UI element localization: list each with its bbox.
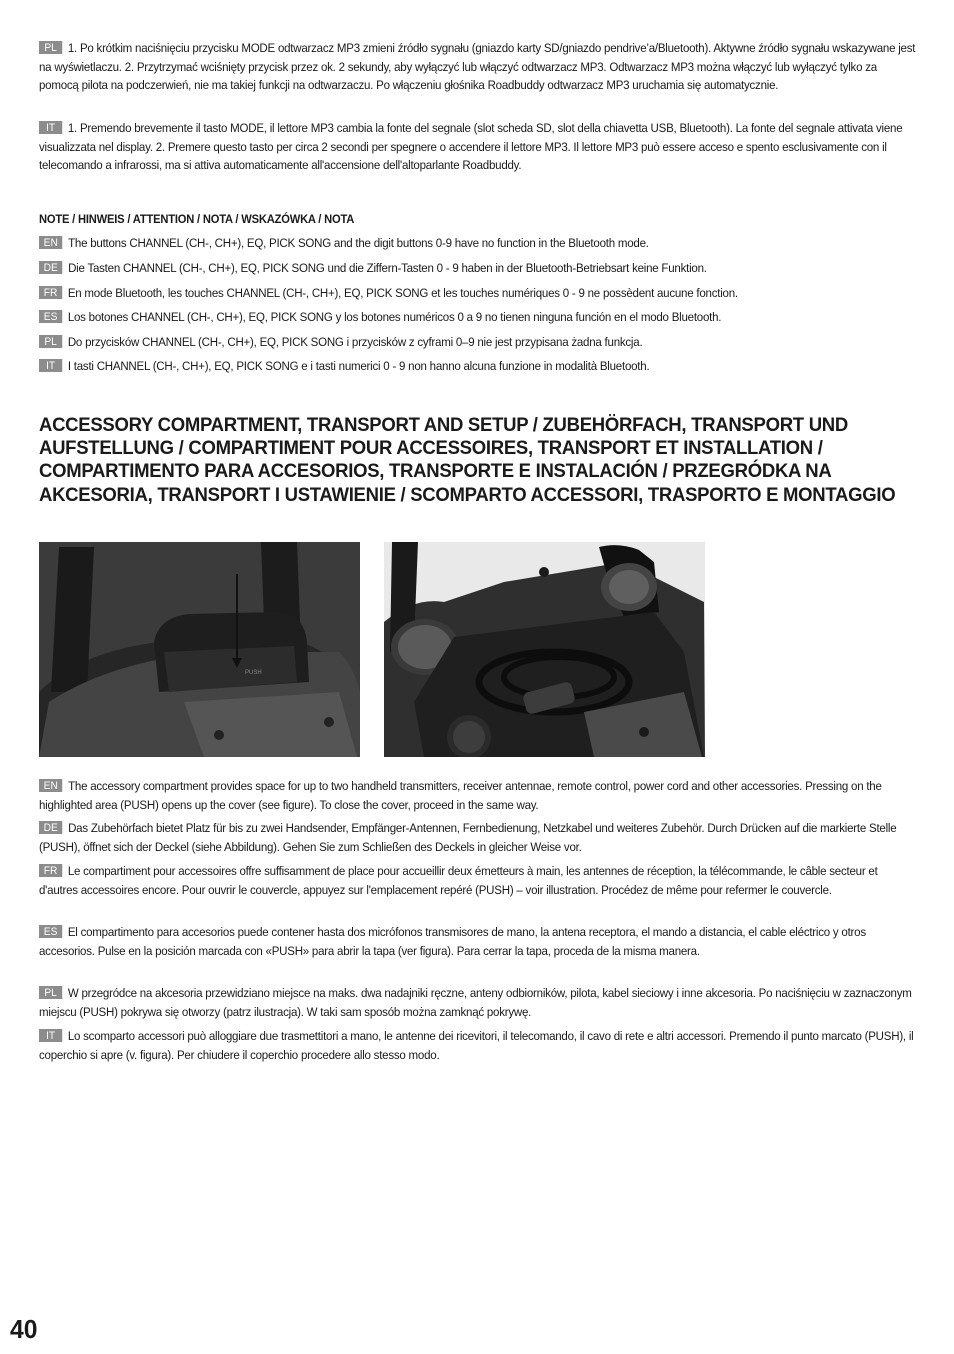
body-paragraph-de: [39, 819, 917, 856]
paragraph-text: 1. Premendo brevemente il tasto MODE, il lettore MP3 cambia la fonte del segnale (slot scheda SD, slot della chiavetta USB, Bluetooth). La fonte del segnale attivata viene visualizzata nel display. 2. Premere questo tasto per circa 2 secondi per spegnere o accendere il lettore MP3. Il lettore MP3 può essere acceso e spento esclusivamente con il telecomando a infrarossi, ma si attiva automaticamente all'accensione dell'altoparlante Roadbuddy.: [39, 121, 903, 172]
body-paragraph-it: [39, 1027, 917, 1064]
paragraph-text: W przegródce na akcesoria przewidziano miejsce na maks. dwa nadajniki ręczne, anteny odbiorników, pilota, kabel sieciowy i inne akcesoria. Po naciśnięciu w zaznaczonym miejscu (PUSH) pokrywa się otworzy (patrz ilustracja). W taki sam sposób można zamknąć pokrywę.: [39, 986, 912, 1019]
paragraph-text: Le compartiment pour accessoires offre suffisamment de place pour accueillir deux émetteurs à main, les antennes de réception, la télécommande, le câble secteur et d'autres accessoires encore. Pour ouvrir le couvercle, appuyez sur l'emplacement repéré (PUSH) – voir illustration. Procédez de même pour refermer le couvercle.: [39, 864, 878, 897]
note-de: [39, 259, 707, 277]
language-tag: IT: [39, 121, 62, 134]
section-heading: ACCESSORY COMPARTMENT, TRANSPORT AND SETUP / ZUBEHÖRFACH, TRANSPORT UND AUFSTELLUNG / COMPARTIMENT POUR ACCESSOIRES, TRANSPORT ET INSTALLATION / COMPARTIMENTO PARA ACCESORIOS, TRANSPORTE E INSTALACIÓN / PRZEGRÓDKA NA AKCESORIA, TRANSPORT I USTAWIENIE / SCOMPARTO ACCESSORI, TRASPORTO E MONTAGGIO: [39, 414, 896, 506]
note-text: Die Tasten CHANNEL (CH-, CH+), EQ, PICK SONG und die Ziffern-Tasten 0 - 9 haben in der Bluetooth-Betriebsart keine Funktion.: [68, 261, 707, 275]
note-it: [39, 357, 649, 375]
language-tag: FR: [39, 864, 62, 877]
paragraph-text: El compartimento para accesorios puede contener hasta dos micrófonos transmisores de mano, la antena receptora, el mando a distancia, el cable eléctrico y otros accesorios. Pulse en la posición marcada con «PUSH» para abrir la tapa (ver figura). Para cerrar la tapa, proceda de la misma manera.: [39, 925, 866, 958]
compartment-closed-illustration: [39, 542, 360, 757]
body-paragraph-fr: [39, 862, 917, 899]
language-tag: DE: [39, 821, 63, 834]
language-tag: ES: [39, 310, 62, 323]
intro-paragraph-pl: [39, 39, 917, 95]
page-number: 40: [10, 1314, 38, 1344]
note-en: [39, 234, 649, 252]
push-label: PUSH: [245, 670, 262, 676]
note-fr: [39, 284, 738, 302]
photo-compartment-open: [384, 542, 705, 757]
language-tag: DE: [39, 261, 63, 274]
language-tag: PL: [39, 335, 62, 348]
note-text: I tasti CHANNEL (CH-, CH+), EQ, PICK SONG e i tasti numerici 0 - 9 non hanno alcuna funzione in modalità Bluetooth.: [67, 359, 650, 373]
compartment-open-illustration: [384, 542, 705, 757]
intro-paragraph-it: [39, 119, 917, 175]
language-tag: EN: [39, 779, 63, 792]
body-paragraph-en: [39, 777, 917, 814]
language-tag: IT: [39, 359, 62, 372]
paragraph-text: Lo scomparto accessori può alloggiare due trasmettitori a mano, le antenne dei ricevitori, il telecomando, il cavo di rete e altri accessori. Premendo il punto marcato (PUSH), il coperchio si apre (v. figura). Per chiudere il coperchio procedere allo stesso modo.: [39, 1029, 914, 1062]
paragraph-text: 1. Po krótkim naciśnięciu przycisku MODE odtwarzacz MP3 zmieni źródło sygnału (gniazdo karty SD/gniazdo pendrive’a/Bluetooth). Aktywne źródło sygnału wskazywane jest na wyświetlaczu. 2. Przytrzymać wciśnięty przycisk przez ok. 2 sekundy, aby wyłączyć lub włączyć odtwarzacz MP3. Odtwarzacz MP3 można włączyć lub wyłączyć tylko za pomocą pilota na podczerwień, nie ma takiej funkcji na odtwarzaczu. Po włączeniu głośnika Roadbuddy odtwarzacz MP3 uruchamia się automatycznie.: [39, 41, 916, 92]
note-pl: [39, 333, 642, 351]
note-text: En mode Bluetooth, les touches CHANNEL (CH-, CH+), EQ, PICK SONG et les touches numériques 0 - 9 ne possèdent aucune fonction.: [67, 286, 738, 300]
language-tag: EN: [39, 236, 63, 249]
note-heading: NOTE / HINWEIS / ATTENTION / NOTA / WSKAZÓWKA / NOTA: [39, 212, 355, 226]
photo-compartment-closed: [39, 542, 360, 757]
note-text: Do przycisków CHANNEL (CH-, CH+), EQ, PICK SONG i przycisków z cyframi 0–9 nie jest przypisana żadna funkcja.: [67, 335, 643, 349]
body-paragraph-pl: [39, 984, 917, 1021]
body-paragraph-es: [39, 923, 917, 960]
paragraph-text: Das Zubehörfach bietet Platz für bis zu zwei Handsender, Empfänger-Antennen, Fernbedienung, Netzkabel und weiteres Zubehör. Durch Drücken auf die markierte Stelle (PUSH), öffnet sich der Deckel (siehe Abbildung). Gehen Sie zum Schließen des Deckels in gleicher Weise vor.: [39, 821, 897, 854]
note-es: [39, 308, 721, 326]
note-text: The buttons CHANNEL (CH-, CH+), EQ, PICK SONG and the digit buttons 0-9 have no function in the Bluetooth mode.: [68, 236, 649, 250]
paragraph-text: The accessory compartment provides space for up to two handheld transmitters, receiver antennae, remote control, power cord and other accessories. Pressing on the highlighted area (PUSH) opens up the cover (see figure). To close the cover, proceed in the same way.: [39, 779, 882, 812]
language-tag: IT: [39, 1029, 62, 1042]
language-tag: ES: [39, 925, 62, 938]
language-tag: FR: [39, 286, 62, 299]
language-tag: PL: [39, 41, 62, 54]
language-tag: PL: [39, 986, 62, 999]
note-text: Los botones CHANNEL (CH-, CH+), EQ, PICK SONG y los botones numéricos 0 a 9 no tienen ninguna función en el modo Bluetooth.: [67, 310, 722, 324]
